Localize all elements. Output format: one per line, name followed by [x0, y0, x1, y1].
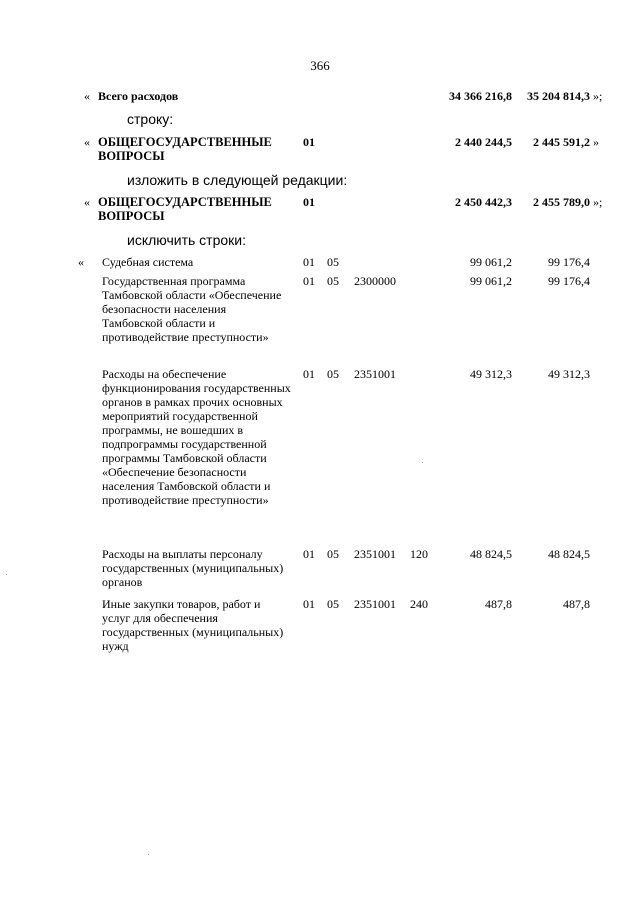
open-quote: « [84, 195, 90, 209]
pr-code: 05 [327, 547, 339, 561]
value-2020: 2 450 442,3 [455, 195, 512, 209]
value-2020: 99 061,2 [470, 255, 512, 269]
csr-code: 2351001 [354, 597, 396, 611]
total-expenses-row [0, 89, 640, 105]
open-quote: « [78, 255, 84, 269]
value-2021: 487,8 [563, 597, 590, 611]
instruction-line: строку: [127, 111, 174, 127]
value-2021: 2 455 789,0 [533, 195, 590, 209]
old-general-questions-row [0, 135, 640, 165]
value-2020: 487,8 [485, 597, 512, 611]
close-quote: »; [593, 89, 603, 103]
row-name: Иные закупки товаров, работ и услуг для обеспечения государственных (муниципальных) нужд [102, 597, 284, 653]
open-quote: « [84, 89, 90, 103]
table-row [0, 597, 640, 655]
value-2020: 49 312,3 [470, 367, 512, 381]
scan-speck [6, 574, 7, 575]
rz-code: 01 [303, 547, 315, 561]
total-expenses-label: Всего расходов [98, 89, 179, 103]
total-expenses-2021: 35 204 814,3 [527, 89, 590, 103]
vr-code: 240 [410, 597, 428, 611]
row-name: Расходы на выплаты персоналу государственных (муниципальных) органов [102, 547, 284, 589]
value-2021: 49 312,3 [548, 367, 590, 381]
pr-code: 05 [327, 274, 339, 288]
page-number: 366 [310, 58, 330, 73]
rz-code: 01 [303, 255, 315, 269]
value-2020: 48 824,5 [470, 547, 512, 561]
row-name: Расходы на обеспечение функционирования государственных органов в рамках прочих основных мероприятий государственной программы, не вошедших в подпрограммы государственной программы Тамбовской области «Обеспечение безопасности населения Тамбовской области и противодействие преступности» [102, 367, 291, 507]
instruction-line: изложить в следующей редакции: [127, 172, 348, 188]
value-2020: 99 061,2 [470, 274, 512, 288]
value-2021: 99 176,4 [548, 255, 590, 269]
rz-code: 01 [303, 274, 315, 288]
close-quote: » [593, 135, 599, 149]
open-quote: « [84, 135, 90, 149]
rz-code: 01 [303, 367, 315, 381]
csr-code: 2351001 [354, 547, 396, 561]
section-label: ОБЩЕГОСУДАРСТВЕННЫЕ ВОПРОСЫ [98, 195, 272, 223]
new-general-questions-row [0, 195, 640, 225]
value-2021: 2 445 591,2 [533, 135, 590, 149]
pr-code: 05 [327, 597, 339, 611]
csr-code: 2351001 [354, 367, 396, 381]
value-2020: 2 440 244,5 [455, 135, 512, 149]
scan-speck [148, 854, 149, 855]
pr-code: 05 [327, 255, 339, 269]
rz-code: 01 [303, 597, 315, 611]
value-2021: 99 176,4 [548, 274, 590, 288]
table-row [0, 274, 640, 364]
rz-code: 01 [303, 195, 315, 209]
row-name: Судебная система [102, 255, 194, 269]
csr-code: 2300000 [354, 274, 396, 288]
scan-speck [422, 462, 423, 463]
total-expenses-2020: 34 366 216,8 [449, 89, 512, 103]
row-name: Государственная программа Тамбовской области «Обеспечение безопасности населения Тамбовской области и противодействие преступности» [102, 274, 282, 344]
instruction-line: исключить строки: [127, 232, 246, 248]
rz-code: 01 [303, 135, 315, 149]
table-row [0, 547, 640, 591]
close-quote: »; [593, 195, 603, 209]
vr-code: 120 [410, 547, 428, 561]
section-label: ОБЩЕГОСУДАРСТВЕННЫЕ ВОПРОСЫ [98, 135, 272, 163]
table-row [0, 367, 640, 543]
value-2021: 48 824,5 [548, 547, 590, 561]
table-row [0, 255, 640, 271]
pr-code: 05 [327, 367, 339, 381]
